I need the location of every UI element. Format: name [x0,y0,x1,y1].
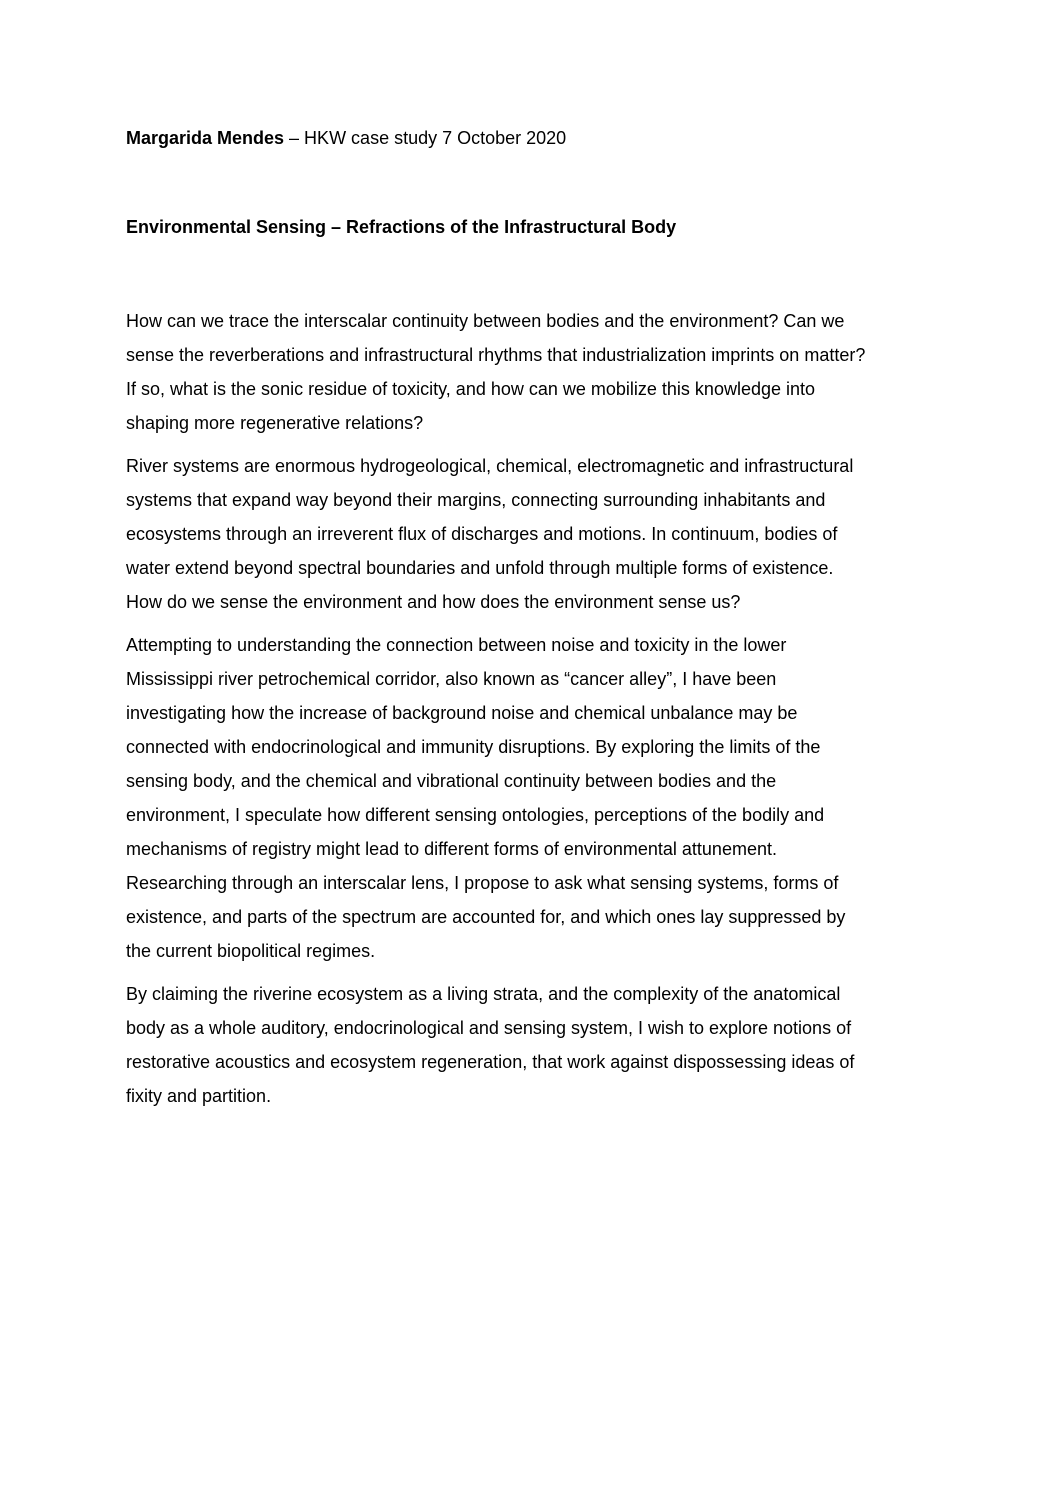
paragraph-2: River systems are enormous hydrogeological, chemical, electromagnetic and infrastructural systems that expand way beyond their margins, connecting surrounding inhabitants and ecosystems through an irreverent flux of discharges and motions. In continuum, bodies of water extend beyond spectral boundaries and unfold through multiple forms of existence. How do we sense the environment and how does the environment sense us? [126,456,854,612]
document-title: Environmental Sensing – Refractions of the Infrastructural Body [126,217,677,237]
byline-details: – HKW case study 7 October 2020 [284,128,567,148]
paragraph-3: Attempting to understanding the connection between noise and toxicity in the lower Mississippi river petrochemical corridor, also known as “cancer alley”, I have been investigating how the increase of background noise and chemical unbalance may be connected with endocrinological and immunity disruptions. By exploring the limits of the sensing body, and the chemical and vibrational continuity between bodies and the environment, I speculate how different sensing ontologies, perceptions of the bodily and mechanisms of registry might lead to different forms of environmental attunement. Researching through an interscalar lens, I propose to ask what sensing systems, forms of existence, and parts of the spectrum are accounted for, and which ones lay suppressed by the current biopolitical regimes. [126,635,846,961]
paragraph-4: By claiming the riverine ecosystem as a living strata, and the complexity of the anatomical body as a whole auditory, endocrinological and sensing system, I wish to explore notions of restorative acoustics and ecosystem regeneration, that work against dispossessing ideas of fixity and partition. [126,984,855,1106]
author-name: Margarida Mendes [126,128,285,148]
body-text [126,304,926,1122]
byline [126,126,566,150]
paragraph-1: How can we trace the interscalar continuity between bodies and the environment? Can we sense the reverberations and infrastructural rhythms that industrialization imprints on matter? If so, what is the sonic residue of toxicity, and how can we mobilize this knowledge into shaping more regenerative relations? [126,311,866,433]
